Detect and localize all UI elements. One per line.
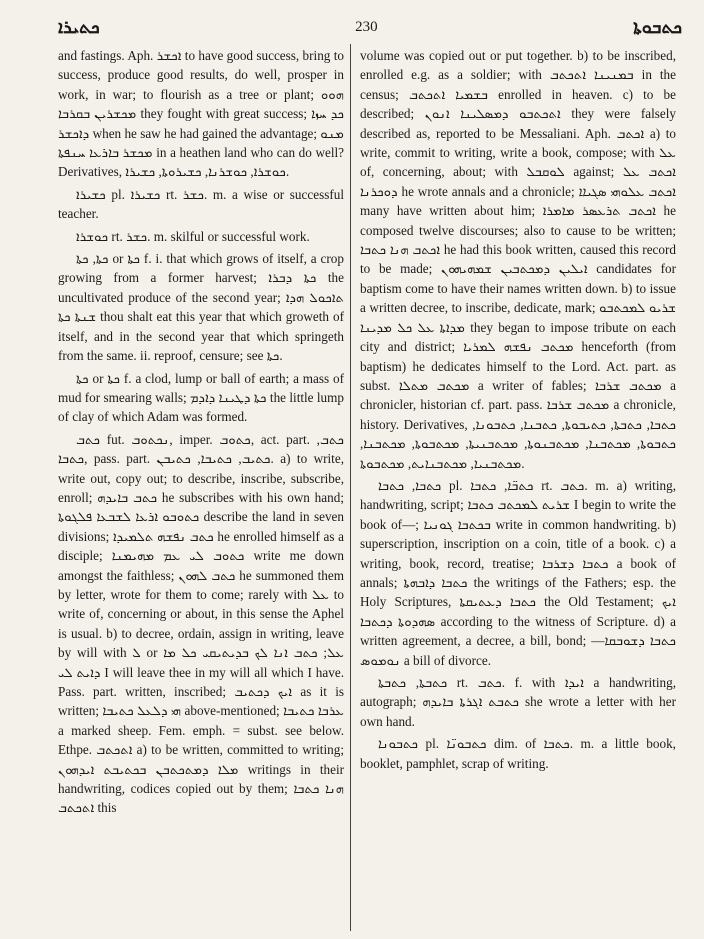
dictionary-entry: ܟܬܒ fut. ܢܟܬܘܒ, imper. ܟܬܘܒ, act. part. ܟܬܒ, ܟܬܒܐ, pass. part. ܟܬܝܒ, ܟܬܝܒܐ, ܟܬܝܒܢ. a) to write, write out, copy out; to describe, inscribe, subscribe, enroll; ܟܬܒ ܒܐܝܕܗ he subscribes with his own hand; ܟܬܘܒܘ ܐܪܥܐ ܠܫܒܥܐ ܦܠܓܘܬܐ describe the land in seven divisions; ܟܬܒ ܢܦܫܗ ܬܠܡܝܕܐ he enrolled himself as a disciple; ܟܬܘܒ ܠܝ ܥܡ ܡܗܝܡܢܐ write me down amongst the faithless; ܟܬܒ ܠܗܘܢ he summoned them by letter, wrote for them to come; rarely with ܥܠ to write of, concerning or about, in this sense the Aphel is usual. b) to decree, ordain, assign in writing, leave by will with ܠ or ܥܠ; ܟܬܒ ܐܢܐ ܠܟ ܒܕܝܬܝܩܝ ܟܠ ܡܐ ܕܐܝܬ ܠܝ I will leave thee in my will all which I have. Pass. part. written, inscribed; ܐܝܟ ܕܟܬܝܒ as it is written; ܗܝ ܕܠܥܠ ܟܬܝܒܐ above-mentioned; ܥܪܒܐ ܟܬܝܒܐ a marked sheep. Fem. emph. = subst. see below. Ethpe. ܐܬܟܬܒ a) to be written, committed to writing; ܡܠܐ ܕܡܬܟܬܒܢ ܒܟܬܝܒܬ ܐܝܕܗܘܢ writings in their handwriting, codices copied out by them; ܗܢܐ ܟܬܒܐ ܐܬܟܬܒ this	[58, 431, 344, 816]
left-column	[58, 46, 344, 931]
page-number: 230	[355, 18, 378, 35]
dictionary-entry: ܟܬܒܬܐ, ܟܬܒܬܐ rt. ܟܬܒ. f. with ܐܝܕܐ a handwriting, autograph; ܟܬܒܬ ܐܓܪܬܐ ܒܐܝܕܗ she wrote a letter with her own hand.	[360, 675, 676, 729]
header-right-syriac: ܟܬܒܘܬܐ	[633, 16, 682, 38]
dictionary-entry: ܟܬܐ or ܟܬܐ f. a clod, lump or ball of earth; a mass of mud for smearing walls; ܟܬܐ ܕܛܝܢܐ ܕܐܕܡ the little lump of clay of which Adam was formed.	[58, 370, 344, 425]
dictionary-entry: ܟܬܒܘܢܐ pl. ܟܬܒܘܢ̈ܐ dim. of ܟܬܒܐ. m. a little book, booklet, pamphlet, scrap of writing.	[360, 736, 676, 771]
column-divider	[350, 44, 351, 931]
dictionary-entry: ܟܘܫܪܐ rt. ܟܫܪ. m. skilful or successful work.	[76, 228, 310, 244]
dictionary-entry: ܟܬܐ, ܟܬܐ or ܟܬܐ f. i. that which grows of itself, a crop growing from a former harvest; ܟܬܐ ܕܒܪܐ the uncultivated produce of the second year; ܬܐܟܘܠ ܗܕܐ ܫܢܬܐ ܟܬܐ thou shalt eat this year that which groweth of itself, and in the second year that which springeth from the same. ii. reproof, censure; see ܟܬܐ.	[58, 251, 344, 364]
dictionary-entry: volume was copied out or put together. b) to be inscribed, enrolled e.g. as a soldier; with ܒܡܢܝܢܐ ܐܬܟܬܒ in the census; ܒܫܡܝܐ ܐܬܟܬܒ enrolled in heaven. c) to be described; ܐܬܟܬܒܘ ܕܡܣܠܝܢܐ ܐܢܘܢ they were falsely described as, reported to be Messaliani. Aph. ܐܟܬܒ a) to write, commit to writing, write a book, compose; with ܥܠ of, concerning, about; with ܠܘܩܒܠ against; ܐܟܬܒ ܥܠ ܕܘܟܪܢܐ he wrote annals and a chronicle; ܐܟܬܒ ܥܠܘܗܝ ܣܓܝܐܐ many have written about him; ܐܟܬܒ ܬܪܥܣܪ ܡܐܡܪܐ he composed twelve discourses; also to cause to be written; ܐܟܬܒ ܗܢܐ ܟܬܒܐ he had this book written, caused this record to be made; ܐܝܠܝܢ ܕܡܟܬܒܝܢ ܫܡܗܝܗܘܢ candidates for baptism come to have their names written down. b) to issue a written decree, to inscribe, dedicate, mark; ܫܪܝܘ ܠܡܟܬܒܘ ܡܕܐܬܐ ܥܠ ܟܠ ܡܕܝܢܐ they began to impose tribute on each city and district; ܡܟܬܒ ܢܦܫܗ ܠܡܪܝܐ henceforth (from baptism) he dedicates himself to the Lord. Act. part. as subst. ܡܟܬܒ ܡܬܠܐ a writer of fables; ܡܟܬܒ ܫܪܒܐ a chronicler, historian cf. part. pass. ܡܟܬܒ ܫܪܒܐ a chronicle, history. Derivatives, ܟܬܒܐ, ܟܬܒܬܐ, ܟܬܝܒܘܬܐ, ܟܬܒܢܐ, ܟܬܒܘܢܐ, ܟܬܒܘܬܐ, ܡܟܬܒܢܐ, ܡܟܬܒܢܘܬܐ, ܡܟܬܒܢܝܬܐ, ܡܟܬܒܘܬܐ, ܡܟܬܒܢܐ, ܡܟܬܒܢܝܐ, ܡܟܬܒܢܐܝܬ, ܡܟܬܒܘܬܐ.	[360, 48, 676, 471]
dictionary-entry: ܟܬܒܐ, ܟܬܒܐ pl. ܟܬܒ̈ܐ, ܟܬܒܐ rt. ܟܬܒ. m. a) writing, handwriting, script; ܫܪܝܬ ܠܡܟܬܒ ܟܬܒܐ I begin to write the book of—; ܒܟܬܒܐ ܓܘܢܝܐ write in common handwriting. b) superscription, inscription on a coin, title of a book. c) a writing, book, record, treatise; ܟܬܒܐ ܕܫܪܒܐ a book of annals; ܟܬܒܐ ܕܐܒܗܬܐ the writings of the Fathers; esp. the Holy Scriptures, ܟܬܒܐ ܕܥܬܝܩܬܐ the Old Testament; ܐܝܟ ܣܗܕܘܬܐ ܕܟܬܒܐ according to the witness of Scripture. d) a written agreement, a decree, a bill, bond; ܟܬܒܐ ܕܫܘܒܩܐ—ܢܘܡܘܣ a bill of divorce.	[360, 477, 676, 668]
running-header	[58, 12, 682, 42]
right-column	[360, 46, 676, 931]
dictionary-entry: and fastings. Aph. ܐܟܫܪ to have good success, bring to success, produce good results, do well, prosper in work, in war; to flourish as a tree or plant; ܗܘܘ ܡܟܫܪܝܢ ܒܩܪܒܐ they fought with great success; ܟܕ ܚܙܐ ܕܐܟܫܪ when he saw he had gained the advantage; ܡܢܘ ܡܟܫܪ ܒܐܪܥܐ ܚܢܦܬܐ in a heathen land who can do well? Derivatives, ܟܘܫܪܐ, ܟܘܫܪܢܐ, ܟܫܝܪܘܬܐ, ܟܫܝܪܐ.	[58, 48, 344, 180]
dictionary-entry: ܟܫܝܪܐ pl. ܟܫܝܪܐ rt. ܟܫܪ. m. a wise or successful teacher.	[58, 186, 344, 222]
header-left-syriac: ܟܬܝܪܐ	[58, 16, 100, 38]
